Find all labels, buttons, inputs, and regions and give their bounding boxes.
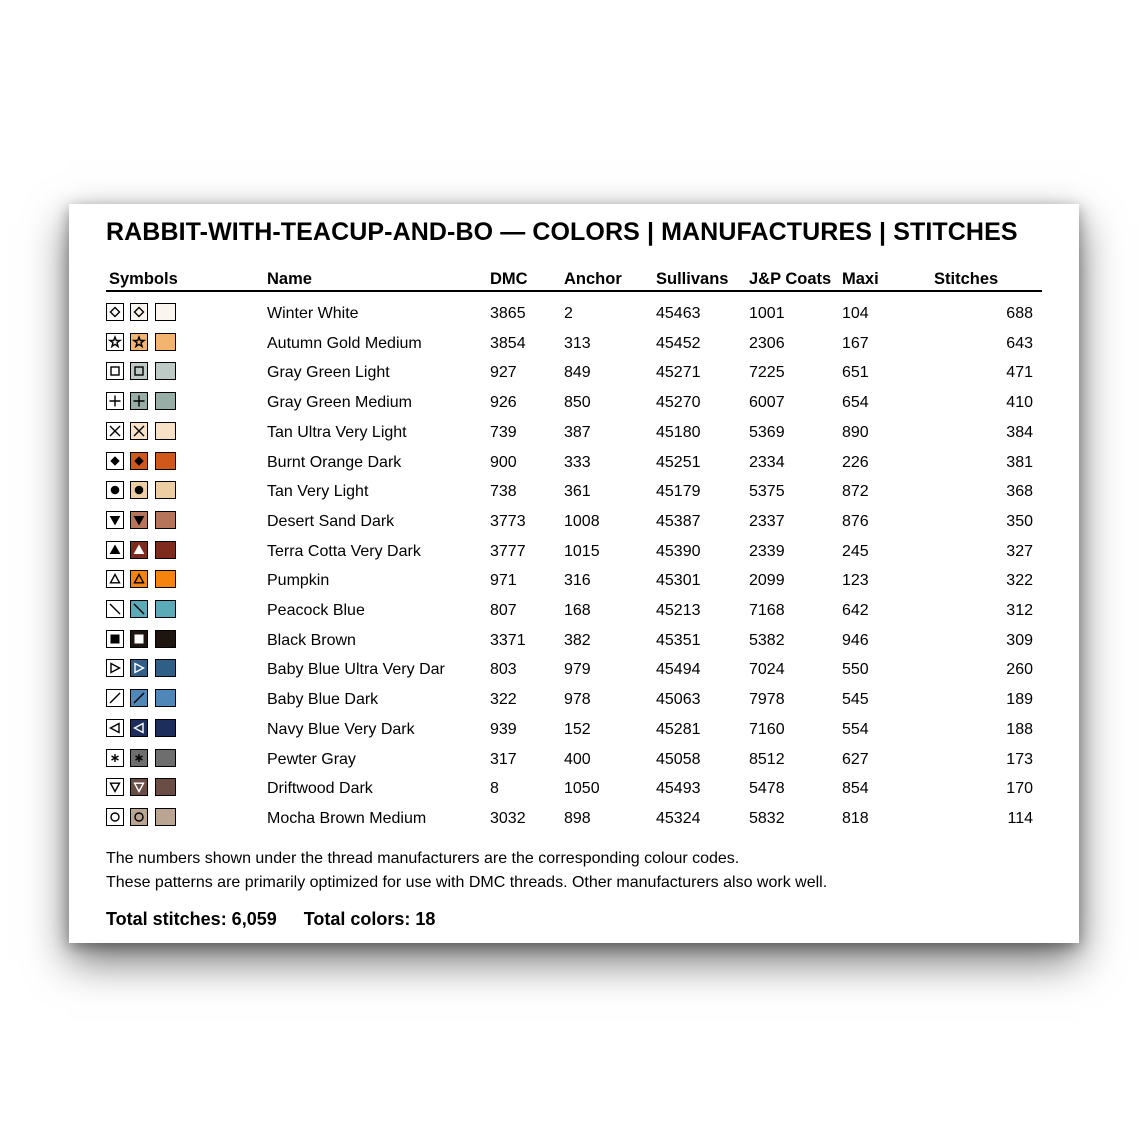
- row-jp-coats: 7160: [749, 720, 785, 738]
- color-swatch: [155, 659, 176, 677]
- table-row: [69, 566, 1079, 596]
- row-anchor: 387: [564, 423, 591, 441]
- row-maxi: 226: [842, 453, 869, 471]
- slash-icon: [106, 689, 124, 707]
- triangle-down-outline-icon: [106, 778, 124, 796]
- header-sullivans: Sullivans: [656, 270, 729, 288]
- row-name: Navy Blue Very Dark: [267, 720, 415, 738]
- row-stitches: 189: [1006, 691, 1033, 709]
- row-maxi: 550: [842, 661, 869, 679]
- row-stitches: 312: [1006, 602, 1033, 619]
- table-row: [69, 626, 1079, 656]
- backslash-icon: [130, 600, 148, 618]
- header-maxi: Maxi: [842, 270, 879, 288]
- row-dmc: 971: [490, 572, 517, 590]
- slash-icon: [130, 689, 148, 707]
- row-name: Tan Ultra Very Light: [267, 423, 407, 441]
- row-maxi: 627: [842, 750, 869, 768]
- row-anchor: 400: [564, 750, 591, 768]
- row-maxi: 245: [842, 542, 869, 560]
- row-name: Black Brown: [267, 631, 356, 649]
- row-dmc: 807: [490, 602, 517, 619]
- row-jp-coats: 5382: [749, 631, 785, 649]
- row-stitches: 368: [1006, 483, 1033, 501]
- row-stitches: 410: [1006, 394, 1033, 412]
- table-row: [69, 329, 1079, 359]
- row-dmc: 3854: [490, 334, 526, 352]
- row-anchor: 979: [564, 661, 591, 679]
- row-sullivans: 45351: [656, 631, 701, 649]
- row-sullivans: 45493: [656, 780, 701, 798]
- color-swatch: [155, 392, 176, 410]
- header-stitches: Stitches: [934, 270, 999, 288]
- row-jp-coats: 7024: [749, 661, 785, 679]
- row-jp-coats: 2099: [749, 572, 785, 590]
- row-name: Baby Blue Ultra Very Dar: [267, 661, 445, 679]
- cross-icon: [130, 422, 148, 440]
- row-dmc: 3777: [490, 542, 526, 560]
- page-title: RABBIT-WITH-TEACUP-AND-BO — COLORS | MANUFACTURES | STITCHES: [106, 218, 1018, 246]
- row-jp-coats: 1001: [749, 305, 785, 322]
- row-name: Mocha Brown Medium: [267, 809, 427, 827]
- row-jp-coats: 2339: [749, 542, 785, 560]
- circle-outline-icon: [130, 808, 148, 826]
- row-dmc: 927: [490, 364, 517, 382]
- table-row: [69, 358, 1079, 388]
- row-maxi: 123: [842, 572, 869, 590]
- row-jp-coats: 8512: [749, 750, 785, 768]
- asterisk-icon: [130, 749, 148, 767]
- square-filled-icon: [130, 630, 148, 648]
- row-jp-coats: 7168: [749, 602, 785, 619]
- note-dmc-optimized: These patterns are primarily optimized for use with DMC threads. Other manufacturers also work well.: [106, 874, 828, 891]
- table-row: [69, 715, 1079, 745]
- row-name: Pewter Gray: [267, 750, 356, 768]
- row-dmc: 900: [490, 453, 517, 471]
- color-swatch: [155, 511, 176, 529]
- color-swatch: [155, 689, 176, 707]
- triangle-right-outline-icon: [130, 659, 148, 677]
- row-maxi: 642: [842, 602, 869, 619]
- circle-outline-icon: [106, 808, 124, 826]
- row-dmc: 803: [490, 661, 517, 679]
- color-swatch: [155, 600, 176, 618]
- row-jp-coats: 5832: [749, 809, 785, 827]
- row-maxi: 654: [842, 394, 869, 412]
- row-jp-coats: 2306: [749, 334, 785, 352]
- circle-filled-icon: [106, 481, 124, 499]
- row-maxi: 818: [842, 809, 869, 827]
- header-name: Name: [267, 270, 312, 288]
- row-stitches: 260: [1006, 661, 1033, 679]
- row-jp-coats: 6007: [749, 394, 785, 412]
- star-outline-icon: [106, 333, 124, 351]
- diamond-outline-icon: [130, 303, 148, 321]
- row-jp-coats: 5369: [749, 423, 785, 441]
- triangle-right-outline-icon: [106, 659, 124, 677]
- row-anchor: 361: [564, 483, 591, 501]
- triangle-down-filled-icon: [106, 511, 124, 529]
- table-row: [69, 477, 1079, 507]
- row-stitches: 381: [1006, 453, 1033, 471]
- table-row: [69, 388, 1079, 418]
- row-stitches: 188: [1006, 720, 1033, 738]
- row-sullivans: 45301: [656, 572, 701, 590]
- row-jp-coats: 7978: [749, 691, 785, 709]
- row-sullivans: 45270: [656, 394, 701, 412]
- table-row: [69, 804, 1079, 834]
- row-maxi: 554: [842, 720, 869, 738]
- square-outline-icon: [130, 362, 148, 380]
- row-stitches: 170: [1006, 780, 1033, 798]
- row-maxi: 890: [842, 423, 869, 441]
- row-anchor: 2: [564, 305, 573, 322]
- row-dmc: 317: [490, 750, 517, 768]
- star-outline-icon: [130, 333, 148, 351]
- header-anchor: Anchor: [564, 270, 622, 288]
- row-stitches: 471: [1006, 364, 1033, 382]
- plus-icon: [106, 392, 124, 410]
- asterisk-icon: [106, 749, 124, 767]
- triangle-up-outline-icon: [130, 570, 148, 588]
- row-sullivans: 45271: [656, 364, 701, 382]
- color-swatch: [155, 362, 176, 380]
- row-dmc: 8: [490, 780, 499, 798]
- row-name: Baby Blue Dark: [267, 691, 379, 709]
- triangle-down-filled-icon: [130, 511, 148, 529]
- row-stitches: 114: [1007, 809, 1033, 827]
- table-row: [69, 537, 1079, 567]
- row-name: Burnt Orange Dark: [267, 453, 402, 471]
- row-name: Peacock Blue: [267, 602, 365, 619]
- row-name: Autumn Gold Medium: [267, 334, 422, 352]
- table-row: [69, 448, 1079, 478]
- table-row: [69, 655, 1079, 685]
- color-swatch: [155, 422, 176, 440]
- diamond-filled-icon: [130, 452, 148, 470]
- row-maxi: 545: [842, 691, 869, 709]
- row-maxi: 876: [842, 512, 869, 530]
- row-dmc: 322: [490, 691, 517, 709]
- color-swatch: [155, 808, 176, 826]
- square-outline-icon: [106, 362, 124, 380]
- row-name: Desert Sand Dark: [267, 512, 395, 530]
- row-name: Gray Green Light: [267, 364, 390, 382]
- row-stitches: 384: [1006, 423, 1033, 441]
- row-jp-coats: 7225: [749, 364, 785, 382]
- row-sullivans: 45063: [656, 691, 701, 709]
- backslash-icon: [106, 600, 124, 618]
- row-dmc: 3773: [490, 512, 526, 530]
- triangle-down-outline-icon: [130, 778, 148, 796]
- row-anchor: 849: [564, 364, 591, 382]
- row-sullivans: 45494: [656, 661, 701, 679]
- color-swatch: [155, 630, 176, 648]
- totals: [106, 909, 435, 930]
- triangle-left-outline-icon: [106, 719, 124, 737]
- row-dmc: 939: [490, 720, 517, 738]
- row-anchor: 850: [564, 394, 591, 412]
- table-row: [69, 685, 1079, 715]
- table-row: [69, 507, 1079, 537]
- row-anchor: 1008: [564, 512, 600, 530]
- row-anchor: 1015: [564, 542, 600, 560]
- row-maxi: 946: [842, 631, 869, 649]
- row-name: Gray Green Medium: [267, 394, 412, 412]
- row-stitches: 327: [1006, 542, 1033, 560]
- row-stitches: 309: [1006, 631, 1033, 649]
- row-anchor: 382: [564, 631, 591, 649]
- triangle-up-filled-icon: [106, 541, 124, 559]
- circle-filled-icon: [130, 481, 148, 499]
- row-anchor: 898: [564, 809, 591, 827]
- row-maxi: 651: [842, 364, 869, 382]
- header-dmc: DMC: [490, 270, 528, 288]
- row-sullivans: 45452: [656, 334, 701, 352]
- row-name: Driftwood Dark: [267, 780, 373, 798]
- row-jp-coats: 2337: [749, 512, 785, 530]
- color-swatch: [155, 749, 176, 767]
- header-jp-coats: J&P Coats: [749, 270, 832, 288]
- table-row: [69, 596, 1079, 626]
- table-row: [69, 774, 1079, 804]
- row-anchor: 316: [564, 572, 591, 590]
- row-maxi: 854: [842, 780, 869, 798]
- row-stitches: 173: [1006, 750, 1033, 768]
- row-sullivans: 45463: [656, 305, 701, 322]
- color-swatch: [155, 541, 176, 559]
- row-sullivans: 45324: [656, 809, 701, 827]
- color-swatch: [155, 481, 176, 499]
- row-maxi: 104: [842, 305, 869, 322]
- triangle-up-outline-icon: [106, 570, 124, 588]
- header-divider: [106, 290, 1042, 292]
- table-row: [69, 745, 1079, 775]
- header-symbols: Symbols: [109, 270, 178, 288]
- row-dmc: 3865: [490, 305, 526, 322]
- row-stitches: 322: [1006, 572, 1033, 590]
- color-swatch: [155, 778, 176, 796]
- row-name: Pumpkin: [267, 572, 330, 590]
- row-dmc: 3371: [490, 631, 526, 649]
- row-maxi: 167: [842, 334, 869, 352]
- table-row: [69, 418, 1079, 448]
- row-name: Winter White: [267, 305, 359, 322]
- color-swatch: [155, 570, 176, 588]
- row-anchor: 978: [564, 691, 591, 709]
- row-dmc: 926: [490, 394, 517, 412]
- row-stitches: 643: [1006, 334, 1033, 352]
- row-name: Terra Cotta Very Dark: [267, 542, 421, 560]
- cross-icon: [106, 422, 124, 440]
- color-key-card: [69, 204, 1079, 943]
- color-swatch: [155, 452, 176, 470]
- triangle-up-filled-icon: [130, 541, 148, 559]
- triangle-left-outline-icon: [130, 719, 148, 737]
- total-stitches: Total stitches: 6,059: [106, 909, 277, 929]
- row-jp-coats: 5375: [749, 483, 785, 501]
- color-swatch: [155, 719, 176, 737]
- row-anchor: 1050: [564, 780, 600, 798]
- row-dmc: 739: [490, 423, 517, 441]
- row-stitches: 350: [1006, 512, 1033, 530]
- note-color-codes: The numbers shown under the thread manufacturers are the corresponding colour codes.: [106, 850, 740, 867]
- row-dmc: 738: [490, 483, 517, 501]
- row-jp-coats: 5478: [749, 780, 785, 798]
- row-anchor: 152: [564, 720, 591, 738]
- row-sullivans: 45179: [656, 483, 701, 501]
- row-sullivans: 45387: [656, 512, 701, 530]
- row-sullivans: 45213: [656, 602, 701, 619]
- row-sullivans: 45390: [656, 542, 701, 560]
- row-anchor: 313: [564, 334, 591, 352]
- color-swatch: [155, 303, 176, 321]
- square-filled-icon: [106, 630, 124, 648]
- row-anchor: 333: [564, 453, 591, 471]
- total-colors: Total colors: 18: [303, 909, 436, 929]
- row-anchor: 168: [564, 602, 591, 619]
- row-name: Tan Very Light: [267, 483, 369, 501]
- row-maxi: 872: [842, 483, 869, 501]
- row-jp-coats: 2334: [749, 453, 785, 471]
- diamond-filled-icon: [106, 452, 124, 470]
- row-sullivans: 45281: [656, 720, 701, 738]
- row-dmc: 3032: [490, 809, 526, 827]
- row-sullivans: 45251: [656, 453, 701, 471]
- color-swatch: [155, 333, 176, 351]
- diamond-outline-icon: [106, 303, 124, 321]
- row-sullivans: 45058: [656, 750, 701, 768]
- plus-icon: [130, 392, 148, 410]
- table-row: [69, 299, 1079, 329]
- row-sullivans: 45180: [656, 423, 701, 441]
- row-stitches: 688: [1006, 305, 1033, 322]
